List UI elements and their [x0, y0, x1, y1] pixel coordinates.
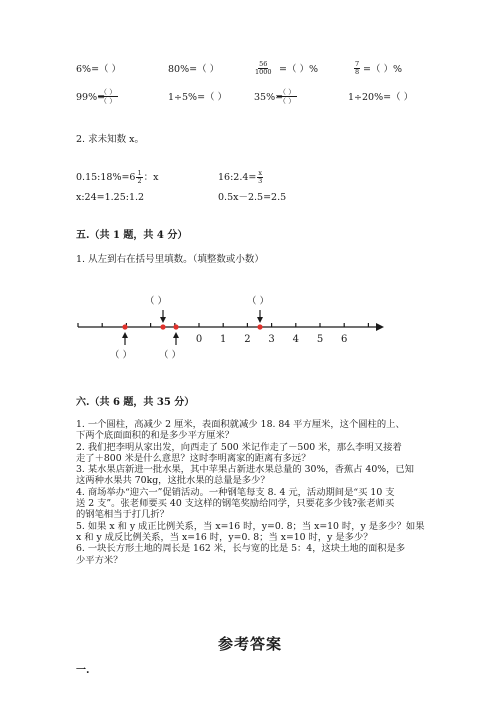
- down-arrow-head-2: [257, 317, 263, 323]
- row2-35-percent-prefix: 35%=: [254, 92, 284, 103]
- row2-division-5-percent: 1÷5%=（ ）: [168, 92, 228, 103]
- section-5-question-1: 1. 从左到右在括号里填数。（填整数或小数）: [76, 254, 264, 265]
- fraction-numerator: x: [258, 169, 263, 177]
- question-line: 送 2 支”。张老师要买 40 支这样的钢笔奖励给同学，只要花多少钱?张老师买: [76, 498, 395, 510]
- tick-label-0: 0: [195, 334, 203, 345]
- row2-99-percent-prefix: 99%=: [76, 92, 106, 103]
- equation-2-left: 16:2.4=: [218, 172, 257, 183]
- equation-1: [76, 170, 158, 185]
- fraction-numerator: 56: [259, 60, 268, 68]
- equation-3: x:24=1.25:1.2: [76, 192, 145, 203]
- blank-numerator: （ ）: [279, 88, 296, 96]
- question-line: x 和 y 成反比例关系，当 x=16 时，y=0. 8；当 x=10 时，y 是多少？: [76, 531, 373, 543]
- tick-label-1: 1: [220, 334, 227, 345]
- row1-fraction-7-8: [354, 61, 360, 76]
- question-line: 6. 一块长方形土地的周长是 162 米，长与宽的比是 5：4，这块土地的面积是多: [76, 543, 406, 555]
- row2-fraction-blank-c: [277, 88, 297, 105]
- red-point-4: [257, 324, 262, 329]
- blank-below-1: （ ）: [110, 350, 133, 361]
- question-line: 1. 一个圆柱，高减少 2 厘米，表面积就减少 18. 84 平方厘米，这个圆柱的上、: [76, 419, 405, 430]
- blank-below-2: （ ）: [159, 350, 182, 361]
- number-line-ticks: [78, 323, 368, 345]
- tick-label-3: 3: [268, 334, 275, 345]
- tick-label-4: 4: [292, 334, 299, 345]
- fraction-denominator: 1000: [255, 68, 272, 76]
- fraction-denominator: 3: [258, 177, 263, 185]
- blank-above-2: （ ）: [247, 296, 270, 307]
- tick-label-5: 5: [316, 334, 324, 345]
- question-line: 3. 某水果店新进一批水果，其中苹果占新进水果总量的 30%，香蕉占 40%，已知: [76, 464, 414, 476]
- question-line: 这两种水果共 70kg，这批水果的总量是多少？: [76, 475, 270, 487]
- down-arrow-head-1: [160, 317, 166, 323]
- mixed-fraction: [136, 170, 142, 185]
- fraction-numerator: 1: [137, 169, 142, 177]
- section-6-heading: 六.（共 6 题，共 35 分）: [76, 397, 195, 408]
- blank-denominator: （ ）: [100, 97, 117, 105]
- row2-fraction-blank-a: [98, 88, 118, 105]
- answer-key-title: 参考答案: [217, 635, 282, 653]
- fraction-numerator: 7: [355, 60, 360, 68]
- tick-label-6: 6: [341, 334, 348, 345]
- equation-1-left: 0.15:18%=6: [76, 172, 136, 183]
- fraction-x-over-3: [257, 170, 263, 185]
- question-line: 2. 我们把李明从家出发，向西走了 500 米记作走了－500 米，那么李明又接着: [76, 441, 402, 453]
- equation-4: 0.5x－2.5=2.5: [218, 192, 287, 203]
- fraction-denominator: 8: [355, 68, 360, 76]
- red-point-2: [160, 324, 165, 329]
- blank-numerator: （ ）: [100, 88, 117, 96]
- question-line: 的钢笔相当于打几折？: [76, 509, 169, 521]
- question-line: 少平方米？: [76, 554, 123, 566]
- blank-denominator: （ ）: [279, 97, 296, 105]
- answer-section-1-label: 一.: [76, 665, 90, 676]
- section-6-questions: [76, 419, 426, 566]
- question-line: 走了＋800 米是什么意思？这时李明离家的距离有多远？: [76, 452, 311, 464]
- question-line: 4. 商场举办“迎六一”促销活动。一种钢笔每支 8. 4 元，活动期间是“买 10 支: [76, 486, 395, 498]
- row2-division-20-percent: 1÷20%=（ ）: [348, 92, 414, 103]
- row1-fraction-56-1000: [255, 61, 272, 76]
- fraction-denominator: 2: [137, 177, 142, 185]
- section-5-heading: 五.（共 1 题，共 4 分）: [76, 230, 188, 241]
- up-arrow-head-2: [173, 332, 179, 338]
- q2-title: 2. 求未知数 x。: [76, 134, 144, 145]
- red-point-1: [122, 324, 127, 329]
- row1-c-blank: =（ ）%: [279, 64, 319, 75]
- question-line: 5. 如果 x 和 y 成正比例关系，当 x=16 时，y=0. 8；当 x=10 时，y 是多少？如果: [76, 520, 425, 532]
- number-line-arrowhead: [376, 323, 384, 331]
- row1-80-percent: 80%=（ ）: [168, 64, 220, 75]
- row1-6-percent: 6%=（ ）: [76, 64, 122, 75]
- red-point-3: [173, 324, 178, 329]
- tick-label-2: 2: [244, 334, 251, 345]
- equation-1-right: ：x: [143, 172, 159, 183]
- equation-2: [218, 170, 264, 185]
- up-arrow-head-1: [122, 332, 128, 338]
- question-line: 下两个底面面积的和是多少平方厘米？: [76, 430, 235, 442]
- row1-d-blank: =（ ）%: [363, 64, 403, 75]
- blank-above-1: （ ）: [145, 296, 168, 307]
